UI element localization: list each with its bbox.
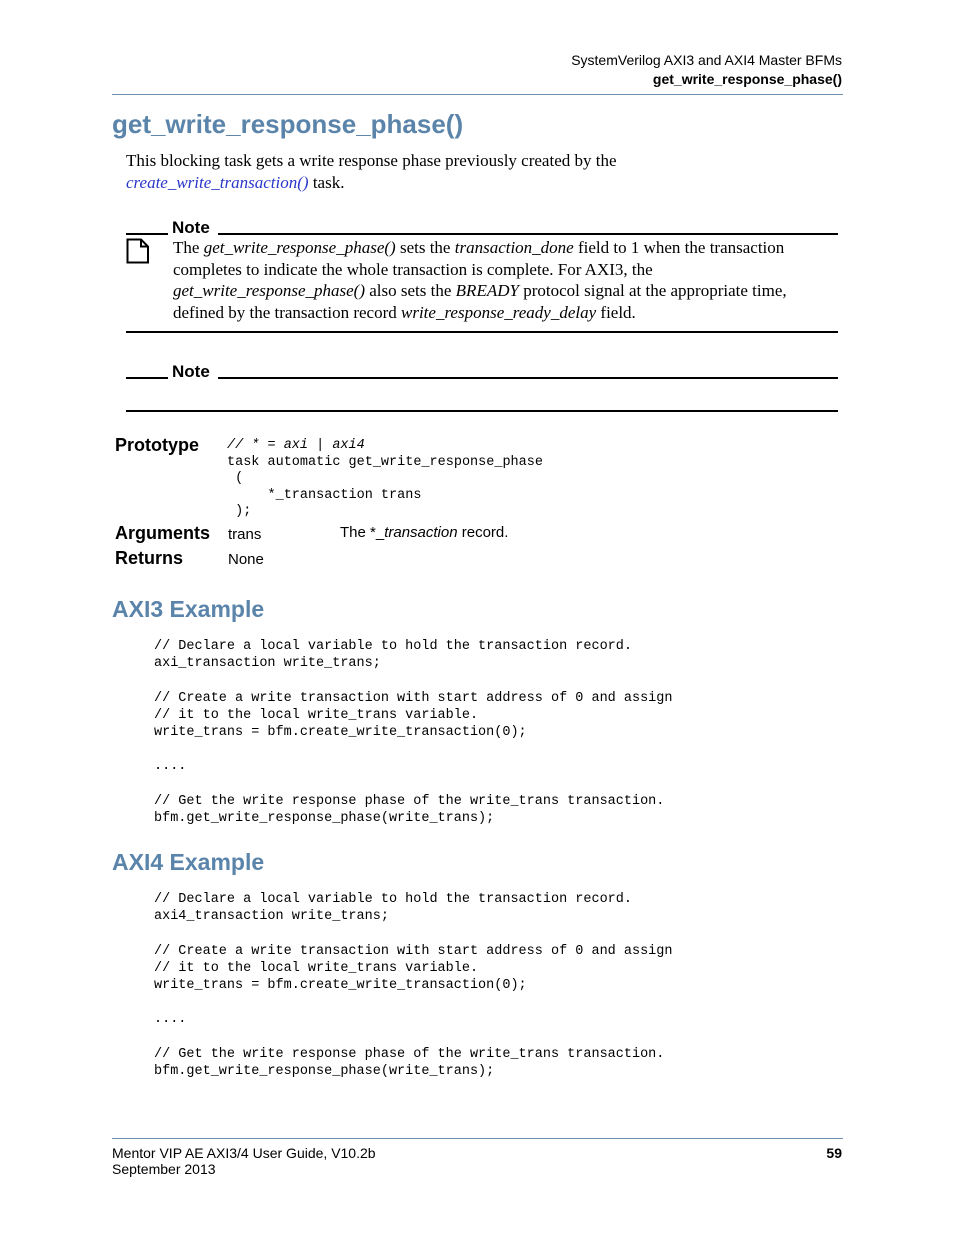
axi3-example-heading: AXI3 Example [112, 596, 265, 622]
argument-description: The *_transaction record. [340, 524, 509, 541]
note2-rule-left [126, 377, 168, 379]
axi3-example-code: // Declare a local variable to hold the transaction record. axi_transaction write_trans; // Create a write transaction with start address of 0 and assign // it to the local write_trans variable. write_trans = bfm.create_write_transaction(0); .... // Get the write response phase of the write_trans transaction. bfm.get_write_response_phase(write_trans); [154, 639, 673, 827]
returns-value: None [228, 551, 264, 568]
footer-guide-title: Mentor VIP AE AXI3/4 User Guide, V10.2b [112, 1145, 376, 1161]
note-text: The get_write_response_phase() sets the transaction_done field to 1 when the transaction completes to indicate the whole transaction is complete. For AXI3, the get_write_response_phase() also sets the BREADY protocol signal at the appropriate time, defined by the transaction record write_response_ready_delay field. [173, 238, 787, 322]
note2-label: Note [172, 362, 210, 381]
note-label: Note [172, 218, 210, 237]
prototype-label: Prototype [115, 435, 200, 455]
footer-date: September 2013 [112, 1161, 216, 1177]
axi4-example-code: // Declare a local variable to hold the transaction record. axi4_transaction write_trans; // Create a write transaction with start address of 0 and assign // it to the local write_trans variable. write_trans = bfm.create_write_transaction(0); .... // Get the write response phase of the write_trans transaction. bfm.get_write_response_phase(write_trans); [154, 892, 673, 1080]
returns-label: Returns [115, 548, 184, 568]
prototype-block [227, 438, 543, 521]
page-number: 59 [826, 1145, 842, 1161]
create-write-transaction-link[interactable]: create_write_transaction() [126, 173, 309, 192]
note-rule-bottom [126, 331, 838, 333]
running-header-title: SystemVerilog AXI3 and AXI4 Master BFMs [571, 52, 842, 68]
note-rule-right [218, 233, 838, 235]
footer-rule [112, 1138, 843, 1139]
running-header-section: get_write_response_phase() [652, 71, 842, 87]
page-title: get_write_response_phase() [112, 109, 464, 139]
intro-paragraph [126, 150, 846, 194]
intro-text-end: task. [308, 173, 345, 192]
header-rule [112, 94, 843, 95]
note-page-icon [126, 238, 150, 269]
argument-name: trans [228, 526, 262, 543]
prototype-comment: // * = axi | axi4 [227, 438, 365, 453]
arguments-label: Arguments [115, 523, 211, 543]
note2-rule-right [218, 377, 838, 379]
prototype-code: task automatic get_write_response_phase ( *_transaction trans ); [227, 454, 543, 519]
note-rule-left [126, 233, 168, 235]
note2-rule-bottom [126, 410, 838, 412]
axi4-example-heading: AXI4 Example [112, 849, 265, 875]
intro-text: This blocking task gets a write response phase previously created by the [126, 151, 617, 170]
